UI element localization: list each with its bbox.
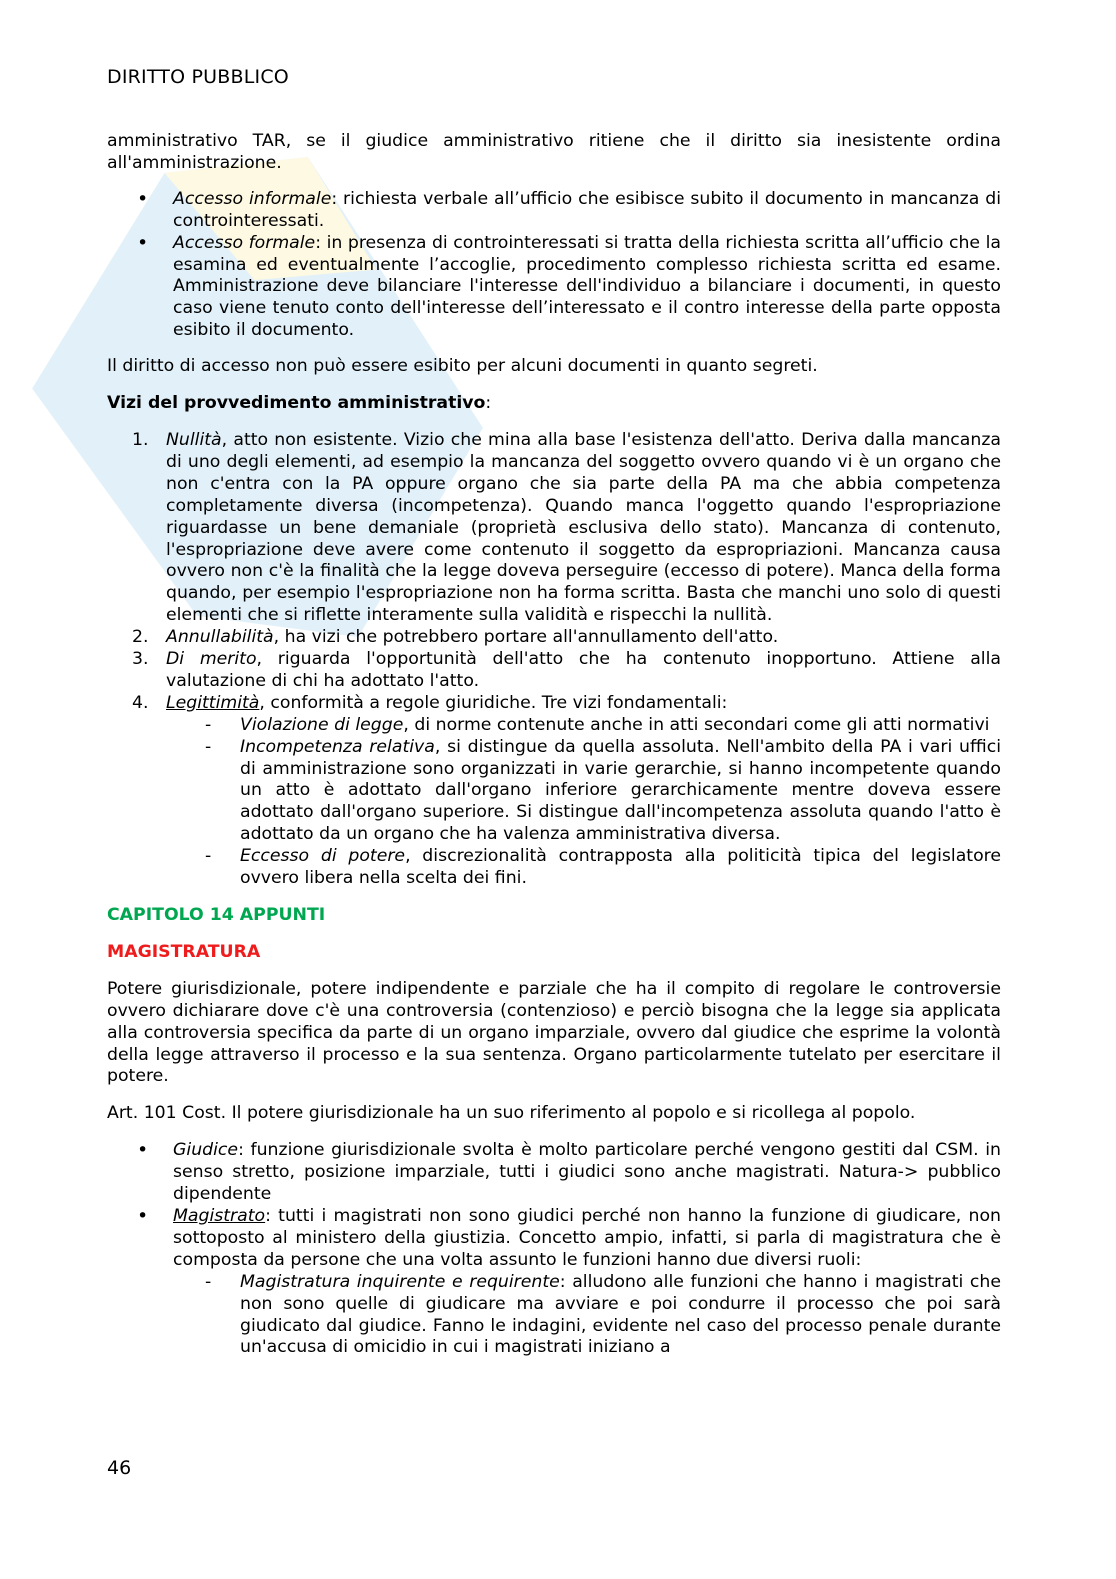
- vizi-sub-term: Eccesso di potere: [240, 846, 406, 867]
- role-sub-term: Magistratura inquirente e requirente: [240, 1271, 560, 1292]
- list-item: [107, 649, 1001, 693]
- vizi-term: Legittimità: [166, 692, 260, 713]
- vizi-sub-text: , di norme contenute anche in atti secondari come gli atti normativi: [403, 714, 990, 735]
- list-item: [107, 1206, 1001, 1272]
- page-content: [107, 131, 1001, 1359]
- vizi-sub-text: , si distingue da quella assoluta. Nell'ambito della PA i vari uffici di amministrazione sono organizzati in varie gerarchie, si hanno incompetente quando un atto è adottato dall'organo inferiore gerarchicamente mentre doveva essere adottato dall'organo superiore. Si distingue dall'incompetenza assoluta quando l'atto è adottato da un organo che ha valenza amministrativa diversa.: [240, 736, 1001, 845]
- vizi-list: [107, 430, 1001, 715]
- vizi-text: , conformità a regole giuridiche. Tre vizi fondamentali:: [259, 692, 728, 713]
- access-text: : in presenza di controinteressati si tratta della richiesta scritta all’ufficio che la esamina ed eventualmente l’accoglie, procedimento complesso richiesta scritta ed esame. Amministrazione deve bilanciare l'interesse dell'individuo a bilanciare i documenti, in questo caso viene tenuto conto dell'interesse dell’interessato e il contro interesse della parte opposta esibito il documento.: [173, 232, 1001, 341]
- list-item: [107, 693, 1001, 715]
- access-note: Il diritto di accesso non può essere esibito per alcuni documenti in quanto segreti.: [107, 356, 818, 377]
- role-text: : tutti i magistrati non sono giudici perché non hanno la funzione di giudicare, non sottoposto al ministero della giustizia. Concetto ampio, infatti, si parla di magistratura che è composta da persone che una volta assunto le funzioni hanno due diversi ruoli:: [173, 1205, 1001, 1270]
- vizi-sub-term: Violazione di legge: [240, 714, 404, 735]
- vizi-heading-text: Vizi del provvedimento amministrativo: [107, 393, 486, 414]
- item-number: 2.: [132, 627, 149, 648]
- chapter-heading: CAPITOLO 14 APPUNTI: [107, 905, 326, 925]
- list-item: [107, 1140, 1001, 1206]
- vizi-term: Di merito: [166, 649, 257, 670]
- role-term: Giudice: [173, 1140, 239, 1161]
- vizi-text: , ha vizi che potrebbero portare all'annullamento dell'atto.: [273, 627, 779, 648]
- vizi-sub-text: , discrezionalità contrapposta alla politicità tipica del legislatore ovvero libera nella scelta dei fini.: [240, 846, 1002, 889]
- roles-sub-list: [107, 1272, 1001, 1360]
- vizi-term: Annullabilità: [166, 627, 274, 648]
- access-term: Accesso formale: [173, 232, 316, 253]
- item-number: 1.: [132, 429, 149, 450]
- list-item: [107, 233, 1001, 343]
- list-item: [107, 846, 1001, 890]
- magistratura-paragraph: Potere giurisdizionale, potere indipendente e parziale che ha il compito di regolare le controversie ovvero dichiarare dove c'è una controversia (contenzioso) e perciò bisogna che la legge sia applicata alla controversia specifica da parte di un organo imparziale, ovvero dal giudice che esprime la volontà della legge attraverso il processo e la sua sentenza. Organo particolarmente tutelato per esercitare il potere.: [107, 978, 1001, 1087]
- section-heading: MAGISTRATURA: [107, 941, 261, 962]
- access-text: : richiesta verbale all’ufficio che esibisce subito il documento in mancanza di controinteressati.: [173, 188, 1001, 231]
- role-text: : funzione giurisdizionale svolta è molto particolare perché vengono gestiti dal CSM. in senso stretto, posizione imparziale, tutti i giudici sono anche magistrati. Natura-> pubblico dipendente: [173, 1140, 1001, 1205]
- list-item: [107, 715, 1001, 737]
- list-item: [107, 1272, 1001, 1360]
- access-term: Accesso informale: [173, 188, 332, 209]
- list-item: [107, 737, 1001, 847]
- vizi-heading: [107, 393, 1001, 415]
- role-term: Magistrato: [173, 1205, 266, 1226]
- vizi-heading-colon: :: [485, 393, 492, 414]
- role-sub-text: : alludono alle funzioni che hanno i magistrati che non sono quelle di giudicare ma avviare e poi condurre il processo che poi sarà giudicato dal giudice. Fanno le indagini, evidente nel caso del processo penale durante un'accusa di omicidio in cui i magistrati iniziano a: [240, 1271, 1001, 1358]
- intro-paragraph: amministrativo TAR, se il giudice amministrativo ritiene che il diritto sia inesistente ordina all'amministrazione.: [107, 131, 1001, 173]
- roles-list: [107, 1140, 1001, 1271]
- item-number: 4.: [132, 692, 149, 713]
- item-number: 3.: [132, 649, 149, 670]
- list-item: [107, 189, 1001, 233]
- vizi-sub-term: Incompetenza relativa: [240, 736, 435, 757]
- access-list: [107, 189, 1001, 342]
- list-item: [107, 627, 1001, 649]
- vizi-sub-list: [107, 715, 1001, 890]
- vizi-text: , atto non esistente. Vizio che mina alla base l'esistenza dell'atto. Deriva dalla mancanza di uno degli elementi, ad esempio la mancanza del soggetto ovvero quando vi è un organo che non c'entra con la PA oppure organo che sia parte della PA ma che abbia competenza completamente diversa (incompetenza). Quando manca l'oggetto quando l'espropriazione riguardasse un bene demaniale (proprietà esclusiva dello stato). Mancanza di contenuto, l'espropriazione deve avere come contenuto il soggetto da espropriazioni. Mancanza causa ovvero non c'è la finalità che la legge doveva perseguire (eccesso di potere). Manca della forma quando, per esempio l'espropriazione non ha forma scritta. Basta che manchi uno solo di questi elementi che si riflette interamente sulla validità e rispecchi la nullità.: [166, 429, 1001, 626]
- vizi-text: , riguarda l'opportunità dell'atto che ha contenuto inopportuno. Attiene alla valutazione di chi ha adottato l'atto.: [166, 649, 1002, 691]
- list-item: [107, 430, 1001, 627]
- art101-paragraph: Art. 101 Cost. Il potere giurisdizionale ha un suo riferimento al popolo e si ricollega al popolo.: [107, 1103, 916, 1124]
- page-number: 46: [107, 1457, 132, 1479]
- page-header-title: DIRITTO PUBBLICO: [107, 66, 289, 88]
- vizi-term: Nullità: [166, 429, 222, 450]
